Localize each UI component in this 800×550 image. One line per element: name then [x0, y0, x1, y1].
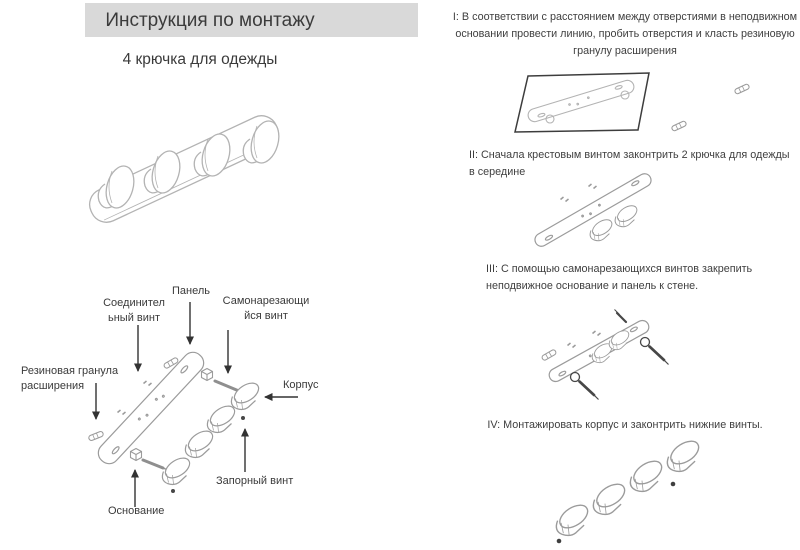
- self-tapping-screw-drawing: [143, 460, 163, 468]
- step-4-illustration: [510, 428, 800, 550]
- screw-washer-drawing: [641, 338, 650, 347]
- locking-screw-drawing: [241, 416, 245, 420]
- label-locking-screw: [216, 474, 293, 489]
- subtitle: 4 крючка для одежды: [122, 51, 278, 68]
- screw-washer-drawing: [571, 373, 580, 382]
- self-tapping-screw-drawing: [215, 381, 239, 391]
- product-illustration: [55, 88, 385, 253]
- locking-screw-drawing: [557, 539, 562, 544]
- product-panel-drawing: [84, 110, 283, 227]
- step-3-text: [486, 261, 800, 295]
- connecting-screw-drawing: [118, 410, 126, 415]
- label-line: Соединител: [103, 297, 165, 309]
- step-2-illustration: [485, 172, 785, 262]
- hook-body-drawing: [231, 379, 262, 409]
- locking-screw-drawing: [171, 489, 175, 493]
- connecting-screw-drawing: [568, 343, 576, 348]
- connecting-screw-drawing: [589, 184, 597, 189]
- label-self-tapping-screw: [218, 294, 314, 323]
- label-panel: [165, 284, 217, 299]
- rubber-pellet-drawing: [734, 83, 750, 94]
- label-base: [108, 504, 164, 519]
- step-text-line: III: С помощью самонарезающихся винтов закрепить: [486, 263, 753, 275]
- label-line: Резиновая гранула: [21, 365, 119, 377]
- exploded-diagram: [15, 278, 360, 543]
- label-line: йся винт: [244, 309, 288, 322]
- base-nut-drawing: [131, 449, 142, 461]
- label-line: ьный винт: [107, 311, 160, 324]
- dark-screw-drawing: [617, 313, 626, 322]
- label-line: Запорный винт: [216, 475, 294, 487]
- label-line: Самонарезающи: [222, 295, 310, 307]
- connecting-screw-drawing: [593, 331, 601, 336]
- page-title: Инструкция по монтажу: [105, 10, 315, 31]
- label-line: Корпус: [283, 379, 319, 391]
- hook-body-drawing: [630, 457, 666, 492]
- connecting-screw-drawing: [144, 381, 152, 386]
- step-1-text: [450, 9, 800, 60]
- rubber-pellet-drawing: [671, 120, 687, 131]
- dark-screw-drawing: [650, 347, 665, 361]
- label-connecting-screw: [95, 296, 173, 325]
- step-3-illustration: [505, 293, 800, 411]
- rubber-pellet-drawing: [88, 431, 104, 441]
- hook-body-drawing: [162, 454, 193, 484]
- step-text-line: неподвижное основание и панель к стене.: [486, 280, 699, 292]
- step-text-line: гранулу расширения: [573, 45, 677, 57]
- step-text-line: в середине: [469, 166, 526, 178]
- dark-screw-tip: [664, 360, 669, 365]
- label-line: Основание: [108, 505, 165, 517]
- label-rubber-pellet: [21, 364, 133, 393]
- hook-body-drawing: [593, 480, 629, 515]
- label-line: Панель: [171, 285, 210, 297]
- hook-body-drawing: [590, 216, 615, 240]
- locking-screw-drawing: [671, 482, 676, 487]
- hook-body-drawing: [556, 501, 592, 536]
- step-1-illustration: [485, 58, 785, 146]
- rubber-pellet-drawing: [541, 349, 557, 361]
- dark-screw-drawing: [580, 382, 595, 396]
- hook-body-drawing: [615, 202, 640, 226]
- label-body: [283, 378, 318, 393]
- step-text-line: IV: Монтажировать корпус и законтрить нижние винты.: [487, 419, 763, 431]
- step-text-line: II: Сначала крестовым винтом законтрить 2 крючка для одежды: [469, 149, 790, 161]
- dark-screw-tip: [594, 395, 599, 400]
- hook-body-drawing: [667, 437, 703, 472]
- step-text-line: основании провести линию, пробить отверстия и класть резиновую: [455, 28, 795, 40]
- step-text-line: I: В соответствии с расстоянием между отверстиями в неподвижном: [452, 11, 798, 23]
- base-nut-drawing: [202, 369, 213, 381]
- label-line: расширения: [21, 379, 85, 392]
- connecting-screw-drawing: [561, 197, 569, 202]
